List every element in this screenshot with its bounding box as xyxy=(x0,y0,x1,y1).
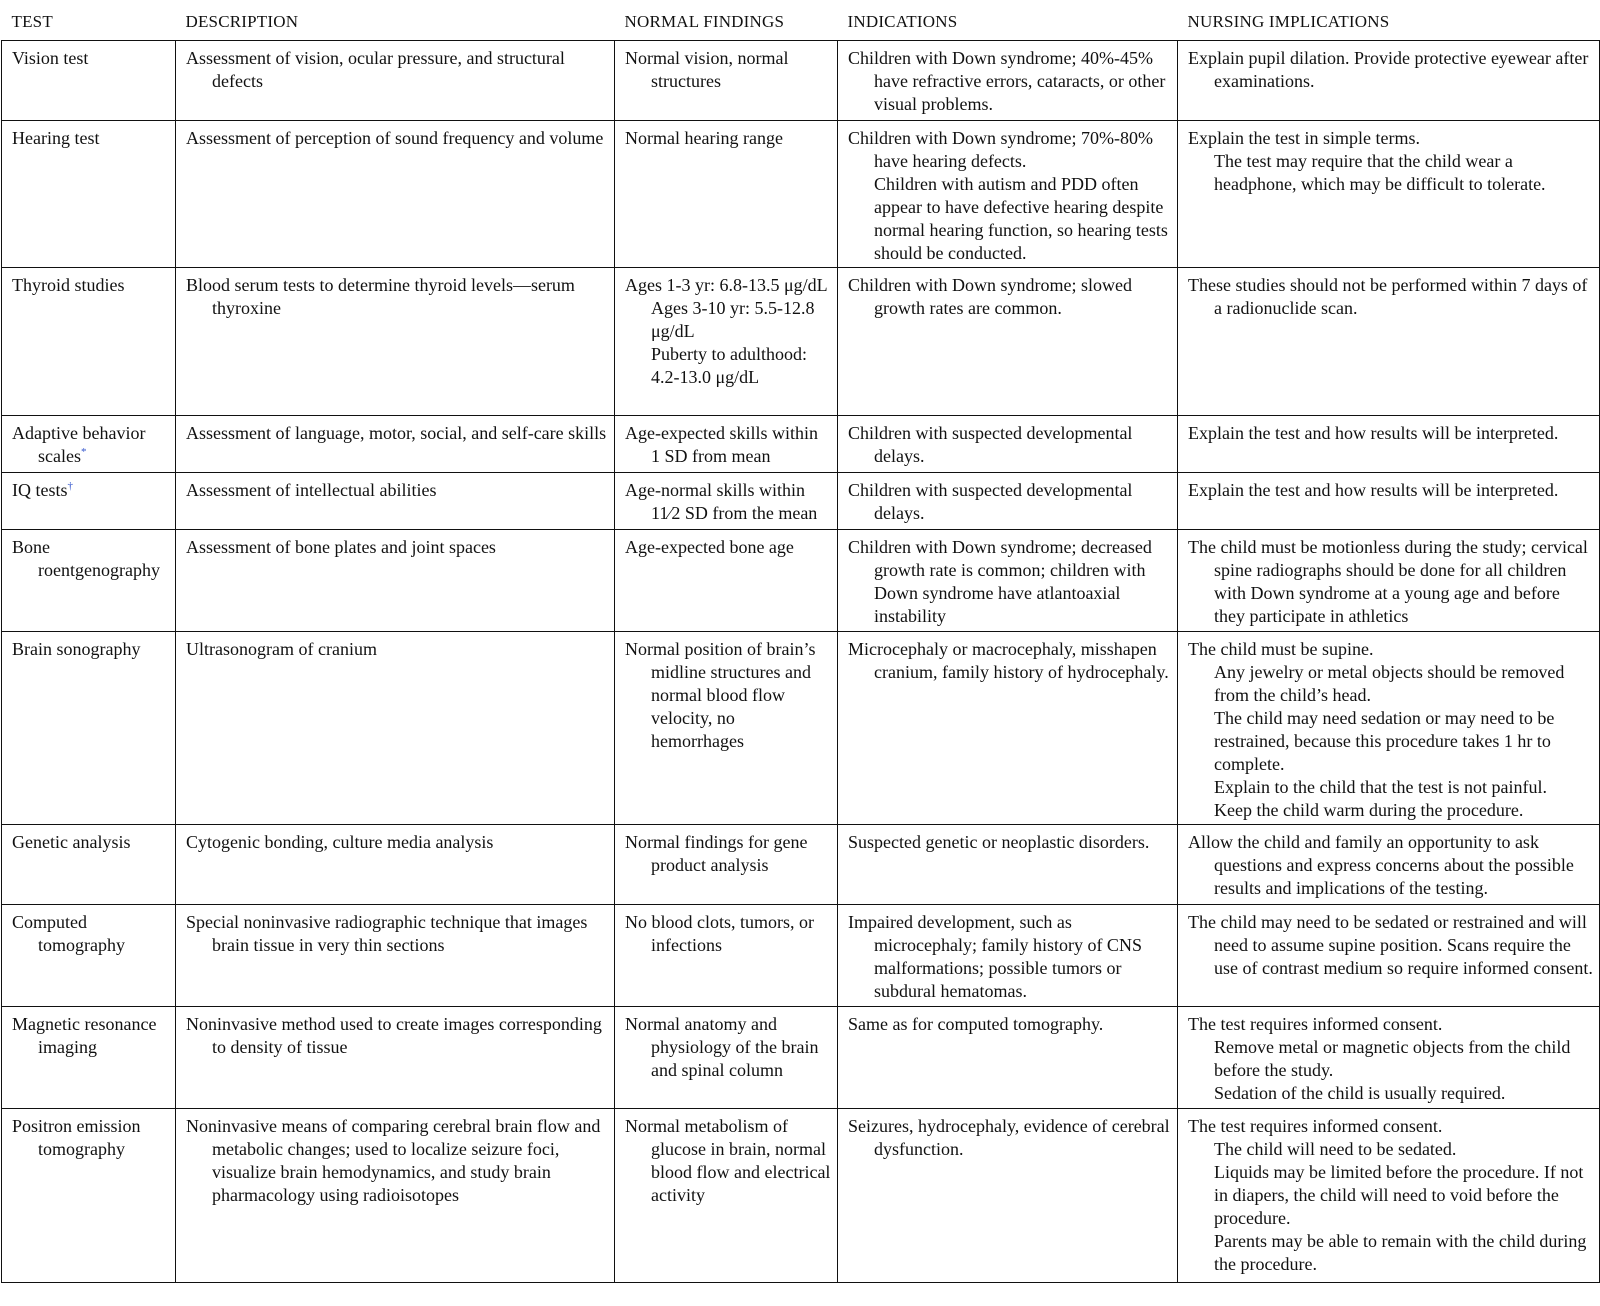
test-name: Thyroid studies xyxy=(12,275,125,295)
cell-paragraph: Remove metal or magnetic objects from the child before the study. xyxy=(1214,1037,1571,1080)
header-indications: INDICATIONS xyxy=(838,2,1178,41)
cell-paragraph: Normal metabolism of glucose in brain, normal blood flow and electrical activity xyxy=(625,1116,831,1205)
cell-paragraph: The test requires informed consent. xyxy=(1188,1014,1443,1034)
test-name: IQ tests xyxy=(12,480,68,500)
test-name: Hearing test xyxy=(12,128,100,148)
description-cell xyxy=(176,121,615,268)
description-cell xyxy=(176,41,615,121)
cell-paragraph: Ages 1-3 yr: 6.8-13.5 μg/dL xyxy=(625,275,828,295)
indications-cell xyxy=(838,530,1178,632)
table-row xyxy=(2,473,1600,530)
test-name-cell xyxy=(2,416,176,473)
cell-paragraph: No blood clots, tumors, or infections xyxy=(625,912,814,955)
cell-paragraph: Ultrasonogram of cranium xyxy=(186,639,377,659)
normal-findings-cell xyxy=(615,121,838,268)
cell-paragraph: Children with suspected developmental delays. xyxy=(848,480,1133,523)
cell-paragraph: The child must be supine. xyxy=(1188,639,1374,659)
normal-findings-cell xyxy=(615,905,838,1007)
test-name: Bone roentgenography xyxy=(12,537,160,580)
cell-paragraph: Explain pupil dilation. Provide protective eyewear after examinations. xyxy=(1188,48,1589,91)
cell-paragraph: The test may require that the child wear a headphone, which may be difficult to tolerate. xyxy=(1214,151,1546,194)
cell-paragraph: The child will need to be sedated. xyxy=(1214,1139,1457,1159)
cell-paragraph: Noninvasive method used to create images corresponding to density of tissue xyxy=(186,1014,602,1057)
description-cell xyxy=(176,1007,615,1109)
cell-paragraph: Keep the child warm during the procedure. xyxy=(1214,800,1524,820)
cell-paragraph: Seizures, hydrocephaly, evidence of cerebral dysfunction. xyxy=(848,1116,1170,1159)
indications-cell xyxy=(838,268,1178,416)
test-name-cell xyxy=(2,1007,176,1109)
description-cell xyxy=(176,473,615,530)
cell-paragraph: Explain to the child that the test is not painful. xyxy=(1214,777,1547,797)
test-name-cell xyxy=(2,632,176,825)
cell-paragraph: Age-normal skills within 11⁄2 SD from the mean xyxy=(625,480,818,523)
cell-paragraph: Allow the child and family an opportunity to ask questions and express concerns about the possible results and implications of the testing. xyxy=(1188,832,1574,898)
cell-paragraph: Assessment of intellectual abilities xyxy=(186,480,437,500)
normal-findings-cell xyxy=(615,825,838,905)
header-test: TEST xyxy=(2,2,176,41)
cell-paragraph: Age-expected skills within 1 SD from mean xyxy=(625,423,818,466)
nursing-implications-cell xyxy=(1178,1007,1600,1109)
indications-cell xyxy=(838,121,1178,268)
normal-findings-cell xyxy=(615,416,838,473)
cell-paragraph: Normal vision, normal structures xyxy=(625,48,789,91)
description-cell xyxy=(176,416,615,473)
test-name-cell xyxy=(2,473,176,530)
table-row xyxy=(2,268,1600,416)
nursing-implications-cell xyxy=(1178,1109,1600,1283)
cell-paragraph: The child may need to be sedated or restrained and will need to assume supine position. Scans require the use of contrast medium so require informed consent. xyxy=(1188,912,1593,978)
table-row xyxy=(2,905,1600,1007)
test-name-cell xyxy=(2,825,176,905)
cell-paragraph: The child may need sedation or may need to be restrained, because this procedure takes 1 hr to complete. xyxy=(1214,708,1555,774)
cell-paragraph: Sedation of the child is usually required. xyxy=(1214,1083,1506,1103)
header-row xyxy=(2,2,1600,41)
header-description: DESCRIPTION xyxy=(176,2,615,41)
cell-paragraph: Normal hearing range xyxy=(625,128,783,148)
normal-findings-cell xyxy=(615,41,838,121)
normal-findings-cell xyxy=(615,1007,838,1109)
cell-paragraph: Explain the test in simple terms. xyxy=(1188,128,1420,148)
diagnostic-tests-table xyxy=(1,2,1600,1283)
description-cell xyxy=(176,268,615,416)
description-cell xyxy=(176,905,615,1007)
table-row xyxy=(2,632,1600,825)
nursing-implications-cell xyxy=(1178,530,1600,632)
cell-paragraph: Parents may be able to remain with the child during the procedure. xyxy=(1214,1231,1587,1274)
cell-paragraph: Explain the test and how results will be interpreted. xyxy=(1188,480,1559,500)
header-normal-findings: NORMAL FINDINGS xyxy=(615,2,838,41)
nursing-implications-cell xyxy=(1178,268,1600,416)
cell-paragraph: Explain the test and how results will be interpreted. xyxy=(1188,423,1559,443)
cell-paragraph: Normal position of brain’s midline structures and normal blood flow velocity, no hemorrhages xyxy=(625,639,816,751)
nursing-implications-cell xyxy=(1178,632,1600,825)
test-name: Magnetic resonance imaging xyxy=(12,1014,157,1057)
indications-cell xyxy=(838,825,1178,905)
table-row xyxy=(2,1007,1600,1109)
cell-paragraph: Children with Down syndrome; 70%-80% have hearing defects. xyxy=(848,128,1153,171)
nursing-implications-cell xyxy=(1178,416,1600,473)
test-name: Brain sonography xyxy=(12,639,141,659)
cell-paragraph: Children with Down syndrome; slowed growth rates are common. xyxy=(848,275,1132,318)
indications-cell xyxy=(838,1109,1178,1283)
cell-paragraph: Age-expected bone age xyxy=(625,537,794,557)
indications-cell xyxy=(838,41,1178,121)
test-name: Adaptive behavior scales xyxy=(12,423,146,466)
normal-findings-cell xyxy=(615,632,838,825)
footnote-marker[interactable]: † xyxy=(67,480,73,492)
normal-findings-cell xyxy=(615,1109,838,1283)
test-name: Vision test xyxy=(12,48,89,68)
test-name-cell xyxy=(2,905,176,1007)
cell-paragraph: Normal findings for gene product analysis xyxy=(625,832,808,875)
nursing-implications-cell xyxy=(1178,121,1600,268)
table-row xyxy=(2,1109,1600,1283)
test-name: Positron emission tomography xyxy=(12,1116,141,1159)
table-row xyxy=(2,121,1600,268)
cell-paragraph: Normal anatomy and physiology of the brain and spinal column xyxy=(625,1014,819,1080)
nursing-implications-cell xyxy=(1178,825,1600,905)
cell-paragraph: Suspected genetic or neoplastic disorders. xyxy=(848,832,1150,852)
indications-cell xyxy=(838,1007,1178,1109)
normal-findings-cell xyxy=(615,268,838,416)
indications-cell xyxy=(838,473,1178,530)
nursing-implications-cell xyxy=(1178,41,1600,121)
description-cell xyxy=(176,632,615,825)
nursing-implications-cell xyxy=(1178,905,1600,1007)
header-nursing-implications: NURSING IMPLICATIONS xyxy=(1178,2,1600,41)
test-name-cell xyxy=(2,530,176,632)
test-name-cell xyxy=(2,121,176,268)
test-name: Computed tomography xyxy=(12,912,125,955)
cell-paragraph: Assessment of language, motor, social, and self-care skills xyxy=(186,423,607,443)
indications-cell xyxy=(838,416,1178,473)
cell-paragraph: Assessment of perception of sound frequency and volume xyxy=(186,128,604,148)
cell-paragraph: These studies should not be performed within 7 days of a radionuclide scan. xyxy=(1188,275,1588,318)
table-row xyxy=(2,825,1600,905)
cell-paragraph: Noninvasive means of comparing cerebral brain flow and metabolic changes; used to localize seizure foci, visualize brain hemodynamics, and study brain pharmacology using radioisotopes xyxy=(186,1116,601,1205)
test-name: Genetic analysis xyxy=(12,832,131,852)
description-cell xyxy=(176,825,615,905)
cell-paragraph: Children with suspected developmental delays. xyxy=(848,423,1133,466)
table-row xyxy=(2,530,1600,632)
cell-paragraph: Children with Down syndrome; 40%-45% have refractive errors, cataracts, or other visual problems. xyxy=(848,48,1166,114)
table-row xyxy=(2,416,1600,473)
test-name-cell xyxy=(2,1109,176,1283)
nursing-implications-cell xyxy=(1178,473,1600,530)
cell-paragraph: Any jewelry or metal objects should be removed from the child’s head. xyxy=(1214,662,1565,705)
indications-cell xyxy=(838,632,1178,825)
cell-paragraph: Assessment of bone plates and joint spaces xyxy=(186,537,496,557)
cell-paragraph: Blood serum tests to determine thyroid levels—serum thyroxine xyxy=(186,275,575,318)
cell-paragraph: Assessment of vision, ocular pressure, and structural defects xyxy=(186,48,565,91)
cell-paragraph: The child must be motionless during the study; cervical spine radiographs should be done for all children with Down syndrome at a young age and before they participate in athletics xyxy=(1188,537,1588,626)
indications-cell xyxy=(838,905,1178,1007)
cell-paragraph: Same as for computed tomography. xyxy=(848,1014,1104,1034)
test-name-cell xyxy=(2,268,176,416)
cell-paragraph: Children with Down syndrome; decreased growth rate is common; children with Down syndrome have atlantoaxial instability xyxy=(848,537,1152,626)
cell-paragraph: The test requires informed consent. xyxy=(1188,1116,1443,1136)
cell-paragraph: Ages 3-10 yr: 5.5-12.8 μg/dL xyxy=(651,298,815,341)
test-name-cell xyxy=(2,41,176,121)
table-row xyxy=(2,41,1600,121)
cell-paragraph: Impaired development, such as microcephaly; family history of CNS malformations; possible tumors or subdural hematomas. xyxy=(848,912,1142,1001)
normal-findings-cell xyxy=(615,530,838,632)
cell-paragraph: Special noninvasive radiographic technique that images brain tissue in very thin sections xyxy=(186,912,588,955)
footnote-marker[interactable]: * xyxy=(80,446,87,458)
cell-paragraph: Children with autism and PDD often appear to have defective hearing despite normal hearing function, so hearing tests should be conducted. xyxy=(874,174,1168,263)
cell-paragraph: Cytogenic bonding, culture media analysis xyxy=(186,832,494,852)
description-cell xyxy=(176,1109,615,1283)
cell-paragraph: Liquids may be limited before the procedure. If not in diapers, the child will need to void before the procedure. xyxy=(1214,1162,1584,1228)
cell-paragraph: Puberty to adulthood: 4.2-13.0 μg/dL xyxy=(651,344,807,387)
description-cell xyxy=(176,530,615,632)
normal-findings-cell xyxy=(615,473,838,530)
table-body xyxy=(2,41,1600,1283)
cell-paragraph: Microcephaly or macrocephaly, misshapen cranium, family history of hydrocephaly. xyxy=(848,639,1169,682)
